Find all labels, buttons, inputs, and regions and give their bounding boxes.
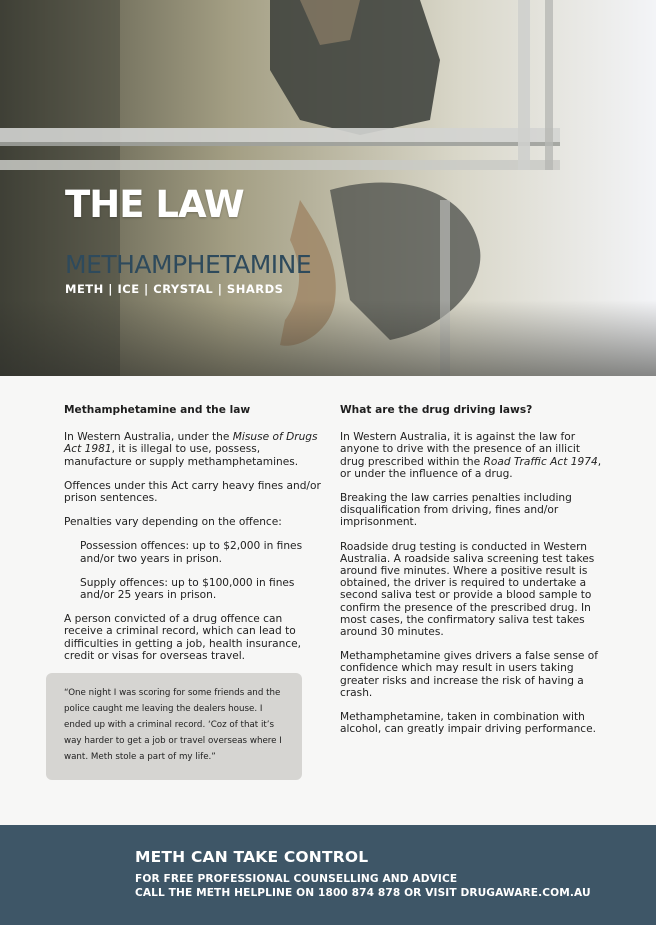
hero-photo xyxy=(0,0,656,376)
drug-driving-paragraph-2: Breaking the law carries penalties including disqualification from driving, fines and/or imprisonment. xyxy=(340,492,572,529)
law-paragraph-2: Offences under this Act carry heavy fines and/or prison sentences. xyxy=(64,479,321,505)
law-text: In Western Australia, under the xyxy=(64,431,233,444)
supply-penalty: Supply offences: up to $100,000 in fines and/or 25 years in prison. xyxy=(80,576,295,602)
drug-subtitle: METHAMPHETAMINE xyxy=(65,250,312,279)
drug-driving-column xyxy=(340,404,604,747)
drug-driving-paragraph-3: Roadside drug testing is conducted in Western Australia. A roadside saliva screening test takes around five minutes. Where a positive result is obtained, the driver is required to undertake a second saliva test or provide a blood sample to confirm the presence of the prescribed drug. In most cases, the confirmatory saliva test takes around 30 minutes. xyxy=(340,540,595,639)
drug-driving-paragraph-1 xyxy=(340,431,604,480)
drug-driving-heading: What are the drug driving laws? xyxy=(340,404,533,416)
page-title: THE LAW xyxy=(65,183,244,226)
drive-text: , or under the influence of a drug. xyxy=(340,455,602,480)
law-column xyxy=(64,404,322,674)
law-text: , it is illegal to use, possess, manufacture or supply methamphetamines. xyxy=(64,443,299,468)
law-paragraph-4: A person convicted of a drug offence can receive a criminal record, which can lead to difficulties in getting a job, health insurance, credit or visas for overseas travel. xyxy=(64,613,302,662)
act-name: Misuse of Drugs Act 1981 xyxy=(64,431,318,456)
drug-aliases: METH | ICE | CRYSTAL | SHARDS xyxy=(65,282,284,296)
footer-title: METH CAN TAKE CONTROL xyxy=(135,848,369,866)
possession-penalty: Possession offences: up to $2,000 in fines and/or two years in prison. xyxy=(80,540,303,565)
drug-driving-paragraph-5: Methamphetamine, taken in combination with alcohol, can greatly impair driving performance. xyxy=(340,711,597,736)
law-heading: Methamphetamine and the law xyxy=(64,404,251,416)
footer-helpline-line: CALL THE METH HELPLINE ON 1800 874 878 OR VISIT DRUGAWARE.COM.AU xyxy=(135,887,591,899)
drive-text: In Western Australia, it is against the law for anyone to drive with the presence of an illicit drug prescribed within the xyxy=(340,431,581,468)
law-paragraph-1 xyxy=(64,431,322,468)
footer-counselling-line: FOR FREE PROFESSIONAL COUNSELLING AND ADVICE xyxy=(135,873,458,885)
law-paragraph-3: Penalties vary depending on the offence: xyxy=(64,516,282,529)
testimonial-quote: “One night I was scoring for some friends and the police caught me leaving the dealers house. I ended up with a criminal record. ‘Coz of that it’s way harder to get a job or travel overseas where I want. Meth stole a part of my life.” xyxy=(46,673,302,780)
drug-driving-paragraph-4: Methamphetamine gives drivers a false sense of confidence which may result in users taking greater risks and increase the risk of having a crash. xyxy=(340,650,598,699)
act-name: Road Traffic Act 1974 xyxy=(483,455,598,468)
